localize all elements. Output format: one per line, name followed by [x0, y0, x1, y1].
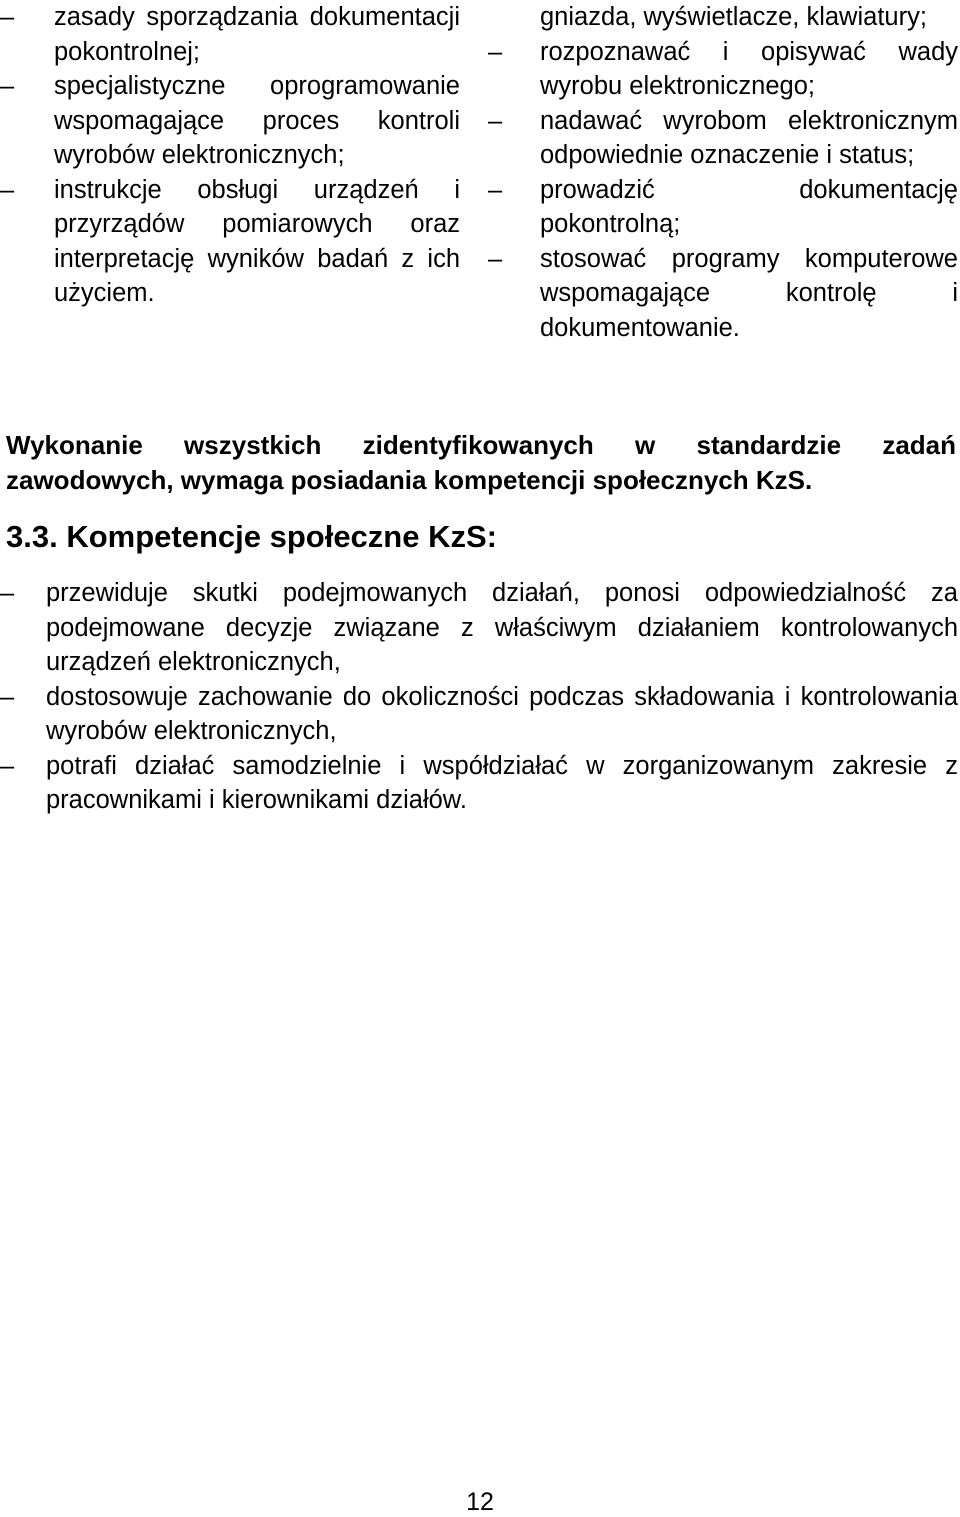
dash-bullet: – [0, 751, 15, 780]
social-competencies-list [0, 576, 958, 818]
page-number: 12 [466, 1488, 494, 1516]
social-competencies-section [0, 576, 958, 818]
list-item-text: dostosowuje zachowanie do okoliczności podczas składowania i kontrolowania wyrobów elektronicznych, [46, 682, 958, 745]
dash-bullet: – [488, 244, 503, 273]
dash-bullet: – [0, 579, 15, 607]
left-column [0, 0, 460, 311]
dash-bullet: – [488, 37, 503, 66]
dash-bullet: – [0, 72, 15, 100]
list-item [0, 576, 958, 680]
list-item-text: stosować programy komputerowe wspomagające kontrolę i dokumentowanie. [540, 244, 958, 342]
list-item-text: nadawać wyrobom elektronicznym odpowiednie oznaczenie i status; [540, 106, 958, 169]
list-item [488, 242, 958, 346]
list-item [0, 680, 958, 749]
dash-bullet: – [0, 175, 15, 204]
dash-bullet: – [0, 682, 15, 711]
competency-statement: Wykonanie wszystkich zidentyfikowanych w standardzie zadań zawodowych, wymaga posiadania kompetencji społecznych KzS. [6, 430, 956, 495]
list-continuation: gniazda, wyświetlacze, klawiatury; [540, 3, 927, 31]
list-item-text: potrafi działać samodzielnie i współdziałać w zorganizowanym zakresie z pracownikami i kierownikami działów. [46, 751, 958, 814]
left-list [0, 0, 460, 311]
right-column [488, 0, 958, 345]
list-item [0, 69, 460, 173]
dash-bullet: – [488, 106, 503, 135]
list-item-text: zasady sporządzania dokumentacji pokontrolnej; [54, 3, 460, 66]
list-item-text: specjalistyczne oprogramowanie wspomagające proces kontroli wyrobów elektronicznych; [54, 72, 460, 169]
list-item [0, 173, 460, 311]
dash-bullet: – [488, 175, 503, 204]
list-item-text: przewiduje skutki podejmowanych działań, ponosi odpowiedzialność za podejmowane decyzje związane z właściwym działaniem kontrolowanych urządzeń elektronicznych, [46, 579, 958, 676]
list-item [488, 173, 958, 242]
list-item [488, 104, 958, 173]
section-heading: 3.3. Kompetencje społeczne KzS: [6, 519, 497, 554]
list-item-text: rozpoznawać i opisywać wady wyrobu elektronicznego; [540, 37, 958, 100]
list-item [0, 749, 958, 818]
list-item [488, 35, 958, 104]
right-list [488, 35, 958, 346]
list-item [0, 0, 460, 69]
list-item-text: instrukcje obsługi urządzeń i przyrządów pomiarowych oraz interpretację wyników badań z ich użyciem. [54, 175, 460, 307]
dash-bullet: – [0, 3, 15, 31]
list-item-text: prowadzić dokumentację pokontrolną; [540, 175, 958, 238]
